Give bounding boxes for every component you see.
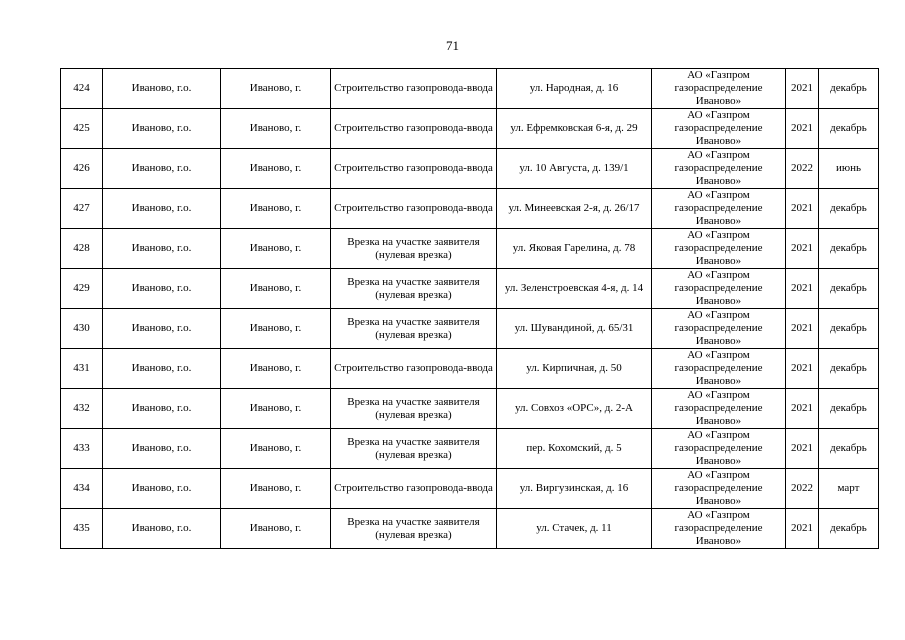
cell-settlement: Иваново, г. bbox=[221, 469, 331, 509]
table-row bbox=[61, 509, 879, 549]
table-row bbox=[61, 269, 879, 309]
cell-settlement: Иваново, г. bbox=[221, 389, 331, 429]
cell-settlement: Иваново, г. bbox=[221, 109, 331, 149]
table-row bbox=[61, 189, 879, 229]
cell-address: ул. Ефремковская 6-я, д. 29 bbox=[497, 109, 652, 149]
cell-row-number: 427 bbox=[61, 189, 103, 229]
cell-year: 2021 bbox=[786, 429, 819, 469]
cell-address: ул. Шувандиной, д. 65/31 bbox=[497, 309, 652, 349]
cell-year: 2022 bbox=[786, 149, 819, 189]
cell-work-type: Врезка на участке заявителя (нулевая врезка) bbox=[331, 429, 497, 469]
cell-organization: АО «Газпром газораспределение Иваново» bbox=[652, 389, 786, 429]
table-row bbox=[61, 69, 879, 109]
cell-settlement: Иваново, г. bbox=[221, 149, 331, 189]
cell-work-type: Строительство газопровода-ввода bbox=[331, 189, 497, 229]
cell-row-number: 434 bbox=[61, 469, 103, 509]
cell-work-type: Строительство газопровода-ввода bbox=[331, 149, 497, 189]
cell-work-type: Врезка на участке заявителя (нулевая врезка) bbox=[331, 269, 497, 309]
cell-organization: АО «Газпром газораспределение Иваново» bbox=[652, 69, 786, 109]
cell-month: июнь bbox=[819, 149, 879, 189]
cell-row-number: 424 bbox=[61, 69, 103, 109]
table-row bbox=[61, 109, 879, 149]
cell-year: 2021 bbox=[786, 389, 819, 429]
cell-district: Иваново, г.о. bbox=[103, 469, 221, 509]
cell-address: ул. Совхоз «ОРС», д. 2-А bbox=[497, 389, 652, 429]
cell-work-type: Строительство газопровода-ввода bbox=[331, 469, 497, 509]
cell-address: ул. Минеевская 2-я, д. 26/17 bbox=[497, 189, 652, 229]
cell-organization: АО «Газпром газораспределение Иваново» bbox=[652, 309, 786, 349]
cell-district: Иваново, г.о. bbox=[103, 429, 221, 469]
cell-month: декабрь bbox=[819, 269, 879, 309]
cell-year: 2021 bbox=[786, 189, 819, 229]
table-row bbox=[61, 389, 879, 429]
cell-organization: АО «Газпром газораспределение Иваново» bbox=[652, 189, 786, 229]
cell-work-type: Врезка на участке заявителя (нулевая врезка) bbox=[331, 309, 497, 349]
cell-organization: АО «Газпром газораспределение Иваново» bbox=[652, 229, 786, 269]
cell-organization: АО «Газпром газораспределение Иваново» bbox=[652, 349, 786, 389]
cell-year: 2021 bbox=[786, 349, 819, 389]
cell-address: ул. Яковая Гарелина, д. 78 bbox=[497, 229, 652, 269]
cell-year: 2021 bbox=[786, 229, 819, 269]
cell-row-number: 431 bbox=[61, 349, 103, 389]
cell-district: Иваново, г.о. bbox=[103, 269, 221, 309]
cell-month: март bbox=[819, 469, 879, 509]
cell-settlement: Иваново, г. bbox=[221, 269, 331, 309]
cell-month: декабрь bbox=[819, 189, 879, 229]
cell-address: ул. Виргузинская, д. 16 bbox=[497, 469, 652, 509]
cell-year: 2021 bbox=[786, 309, 819, 349]
cell-organization: АО «Газпром газораспределение Иваново» bbox=[652, 269, 786, 309]
cell-settlement: Иваново, г. bbox=[221, 69, 331, 109]
cell-settlement: Иваново, г. bbox=[221, 349, 331, 389]
cell-organization: АО «Газпром газораспределение Иваново» bbox=[652, 509, 786, 549]
cell-work-type: Врезка на участке заявителя (нулевая врезка) bbox=[331, 389, 497, 429]
cell-year: 2022 bbox=[786, 469, 819, 509]
cell-organization: АО «Газпром газораспределение Иваново» bbox=[652, 149, 786, 189]
cell-month: декабрь bbox=[819, 309, 879, 349]
cell-settlement: Иваново, г. bbox=[221, 429, 331, 469]
cell-district: Иваново, г.о. bbox=[103, 509, 221, 549]
cell-district: Иваново, г.о. bbox=[103, 389, 221, 429]
cell-organization: АО «Газпром газораспределение Иваново» bbox=[652, 109, 786, 149]
cell-organization: АО «Газпром газораспределение Иваново» bbox=[652, 469, 786, 509]
cell-address: ул. Кирпичная, д. 50 bbox=[497, 349, 652, 389]
cell-year: 2021 bbox=[786, 509, 819, 549]
cell-row-number: 430 bbox=[61, 309, 103, 349]
cell-district: Иваново, г.о. bbox=[103, 149, 221, 189]
table-row bbox=[61, 229, 879, 269]
cell-month: декабрь bbox=[819, 229, 879, 269]
cell-row-number: 425 bbox=[61, 109, 103, 149]
cell-settlement: Иваново, г. bbox=[221, 509, 331, 549]
cell-month: декабрь bbox=[819, 349, 879, 389]
gasification-table bbox=[60, 68, 879, 549]
cell-work-type: Врезка на участке заявителя (нулевая врезка) bbox=[331, 229, 497, 269]
cell-address: ул. Народная, д. 16 bbox=[497, 69, 652, 109]
cell-work-type: Строительство газопровода-ввода bbox=[331, 109, 497, 149]
cell-work-type: Врезка на участке заявителя (нулевая врезка) bbox=[331, 509, 497, 549]
cell-year: 2021 bbox=[786, 69, 819, 109]
cell-year: 2021 bbox=[786, 269, 819, 309]
table-row bbox=[61, 309, 879, 349]
table-row bbox=[61, 149, 879, 189]
table-body bbox=[61, 69, 879, 549]
cell-address: ул. Зеленстроевская 4-я, д. 14 bbox=[497, 269, 652, 309]
cell-district: Иваново, г.о. bbox=[103, 69, 221, 109]
cell-district: Иваново, г.о. bbox=[103, 109, 221, 149]
cell-month: декабрь bbox=[819, 69, 879, 109]
cell-row-number: 433 bbox=[61, 429, 103, 469]
cell-row-number: 426 bbox=[61, 149, 103, 189]
cell-row-number: 428 bbox=[61, 229, 103, 269]
table-row bbox=[61, 469, 879, 509]
table-row bbox=[61, 349, 879, 389]
cell-settlement: Иваново, г. bbox=[221, 309, 331, 349]
cell-row-number: 435 bbox=[61, 509, 103, 549]
cell-district: Иваново, г.о. bbox=[103, 229, 221, 269]
cell-address: ул. 10 Августа, д. 139/1 bbox=[497, 149, 652, 189]
cell-year: 2021 bbox=[786, 109, 819, 149]
cell-district: Иваново, г.о. bbox=[103, 309, 221, 349]
cell-month: декабрь bbox=[819, 509, 879, 549]
cell-settlement: Иваново, г. bbox=[221, 189, 331, 229]
cell-row-number: 429 bbox=[61, 269, 103, 309]
cell-district: Иваново, г.о. bbox=[103, 349, 221, 389]
cell-address: пер. Кохомский, д. 5 bbox=[497, 429, 652, 469]
cell-month: декабрь bbox=[819, 109, 879, 149]
cell-work-type: Строительство газопровода-ввода bbox=[331, 69, 497, 109]
cell-row-number: 432 bbox=[61, 389, 103, 429]
cell-work-type: Строительство газопровода-ввода bbox=[331, 349, 497, 389]
cell-month: декабрь bbox=[819, 389, 879, 429]
cell-settlement: Иваново, г. bbox=[221, 229, 331, 269]
cell-organization: АО «Газпром газораспределение Иваново» bbox=[652, 429, 786, 469]
table-row bbox=[61, 429, 879, 469]
cell-district: Иваново, г.о. bbox=[103, 189, 221, 229]
cell-address: ул. Стачек, д. 11 bbox=[497, 509, 652, 549]
cell-month: декабрь bbox=[819, 429, 879, 469]
page-number: 71 bbox=[446, 38, 459, 53]
